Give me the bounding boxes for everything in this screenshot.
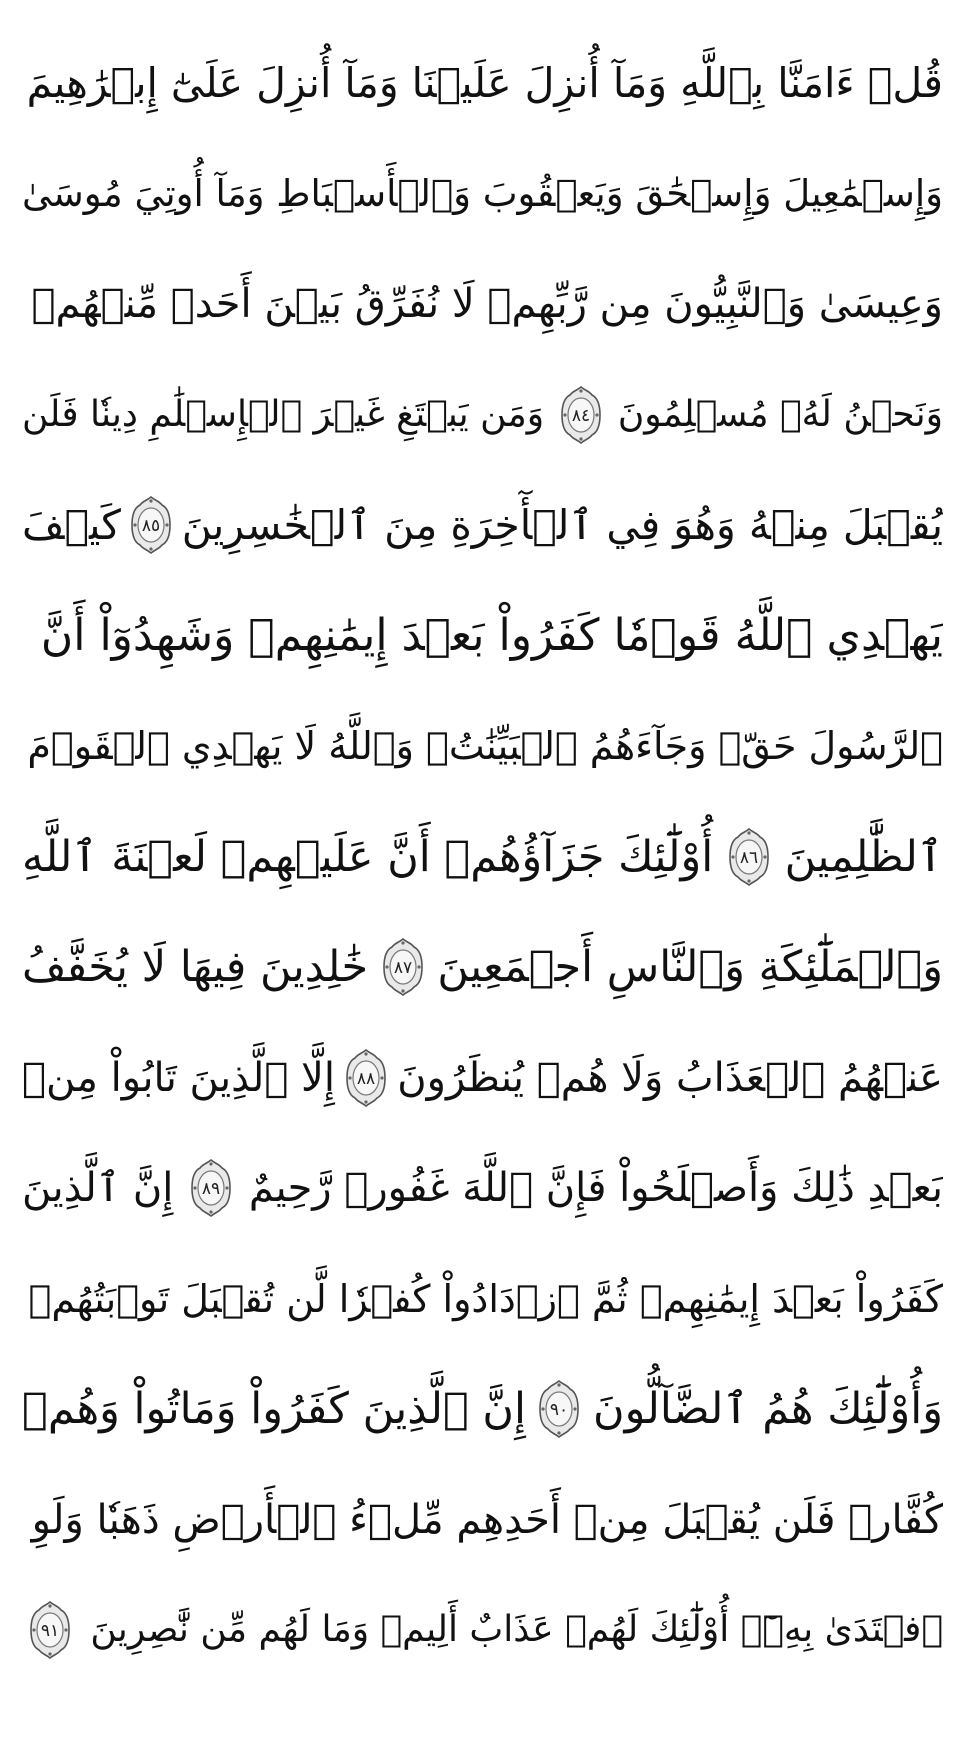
verse-line — [22, 583, 943, 689]
verse-line — [22, 1135, 943, 1241]
verse-text: ٱلظَّٰلِمِينَ — [784, 831, 943, 882]
verse-text: وَإِسۡمَٰعِيلَ وَإِسۡحَٰقَ وَيَعۡقُوبَ وَٱلۡأَسۡبَاطِ وَمَآ أُوتِيَ مُوسَىٰ — [22, 171, 943, 215]
verse-text: إِلَّا ٱلَّذِينَ تَابُواْ مِنۢ — [22, 1054, 335, 1101]
verse-text: ٱلرَّسُولَ حَقّٞ وَجَآءَهُمُ ٱلۡبَيِّنَٰتُۚ وَٱللَّهُ لَا يَهۡدِي ٱلۡقَوۡمَ — [27, 724, 943, 768]
ayah-number: ٩١ — [40, 1621, 60, 1641]
verse-text: يَهۡدِي ٱللَّهُ قَوۡمٗا كَفَرُواْ بَعۡدَ إِيمَٰنِهِمۡ وَشَهِدُوٓاْ أَنَّ — [40, 609, 943, 661]
verse-text: كُفَّارٞ فَلَن يُقۡبَلَ مِنۡ أَحَدِهِم مِّلۡءُ ٱلۡأَرۡضِ ذَهَبٗا وَلَوِ — [31, 1496, 943, 1543]
verse-line — [22, 251, 943, 357]
ayah-number: ٨٥ — [142, 516, 161, 536]
verse-text: خَٰلِدِينَ فِيهَا لَا يُخَفَّفُ — [22, 942, 369, 992]
ayah-marker-icon — [28, 1600, 72, 1660]
verse-line — [22, 1246, 943, 1352]
ayah-number: ٨٧ — [393, 958, 412, 978]
verse-text: أُوْلَٰٓئِكَ جَزَآؤُهُمۡ أَنَّ عَلَيۡهِمۡ لَعۡنَةَ ٱللَّهِ — [22, 831, 714, 882]
ayah-number: ٨٤ — [571, 405, 591, 426]
verse-line — [22, 1025, 943, 1131]
verse-text: وَٱلۡمَلَٰٓئِكَةِ وَٱلنَّاسِ أَجۡمَعِينَ — [437, 942, 943, 992]
ayah-number: ٨٩ — [202, 1179, 221, 1199]
verse-text: قُلۡ ءَامَنَّا بِٱللَّهِ وَمَآ أُنزِلَ عَلَيۡنَا وَمَآ أُنزِلَ عَلَىٰٓ إِبۡرَٰهِيمَ — [26, 59, 943, 107]
ayah-marker-icon — [344, 1048, 388, 1108]
ayah-marker-icon — [727, 827, 771, 887]
verse-text: وَمَن يَبۡتَغِ غَيۡرَ ٱلۡإِسۡلَٰمِ دِينٗا فَلَن — [22, 393, 545, 435]
verse-line — [22, 804, 943, 910]
ayah-number: ٨٦ — [739, 847, 759, 868]
verse-text: وَنَحۡنُ لَهُۥ مُسۡلِمُونَ — [617, 393, 943, 435]
ayah-marker-icon — [537, 1379, 581, 1439]
verse-line — [22, 472, 943, 578]
verse-text: كَيۡفَ — [22, 501, 121, 549]
verse-text: وَعِيسَىٰ وَٱلنَّبِيُّونَ مِن رَّبِّهِمۡ لَا نُفَرِّقُ بَيۡنَ أَحَدٖ مِّنۡهُمۡ — [31, 281, 943, 327]
verse-text: إِنَّ ٱلَّذِينَ — [22, 1165, 174, 1211]
verse-line — [22, 362, 943, 468]
verse-line — [22, 1356, 943, 1462]
ayah-marker-icon — [559, 385, 603, 445]
ayah-number: ٩٠ — [550, 1400, 569, 1420]
verse-line — [22, 693, 943, 799]
ayah-marker-icon — [129, 495, 173, 555]
verse-text: يُقۡبَلَ مِنۡهُ وَهُوَ فِي ٱلۡأٓخِرَةِ مِنَ ٱلۡخَٰسِرِينَ — [181, 501, 943, 549]
verse-text: كَفَرُواْ بَعۡدَ إِيمَٰنِهِمۡ ثُمَّ ٱزۡدَادُواْ كُفۡرٗا لَّن تُقۡبَلَ تَوۡبَتُهُمۡ — [28, 1276, 943, 1321]
verse-text: إِنَّ ٱلَّذِينَ كَفَرُواْ وَمَاتُواْ وَهُمۡ — [22, 1384, 526, 1434]
ayah-marker-icon — [189, 1158, 233, 1218]
ayah-marker-icon — [381, 937, 425, 997]
verse-line — [22, 30, 943, 136]
verse-text: بَعۡدِ ذَٰلِكَ وَأَصۡلَحُواْ فَإِنَّ ٱللَّهَ غَفُورٞ رَّحِيمٌ — [248, 1165, 943, 1211]
verse-text: ٱفۡتَدَىٰ بِهِۦٓۗ أُوْلَٰٓئِكَ لَهُمۡ عَذَابٌ أَلِيمٞ وَمَا لَهُم مِّن نَّٰصِرِينَ — [90, 1609, 943, 1650]
verse-line — [22, 1577, 943, 1683]
verse-text: عَنۡهُمُ ٱلۡعَذَابُ وَلَا هُمۡ يُنظَرُونَ — [397, 1054, 943, 1101]
verse-line — [22, 1467, 943, 1573]
ayah-number: ٨٨ — [356, 1068, 376, 1089]
verse-text: وَأُوْلَٰٓئِكَ هُمُ ٱلضَّآلُّونَ — [592, 1384, 943, 1434]
verse-line — [22, 914, 943, 1020]
verse-line — [22, 141, 943, 247]
